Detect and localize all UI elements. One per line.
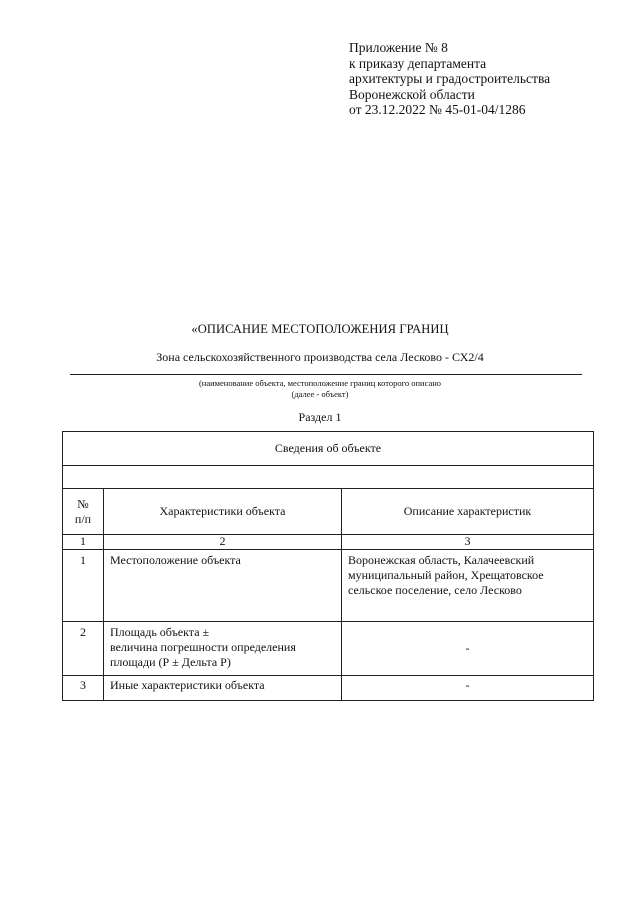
object-info-table — [62, 431, 594, 701]
characteristic-line: площади (Р ± Дельта Р) — [110, 655, 231, 669]
header-num-line: п/п — [74, 511, 92, 526]
document-title: «ОПИСАНИЕ МЕСТОПОЛОЖЕНИЯ ГРАНИЦ — [191, 322, 449, 336]
spacer-cell — [63, 466, 594, 489]
row-characteristic — [104, 622, 342, 676]
row-description: Воронежская область, Калачеевский муниципальный район, Хрещатовское сельское поселение, село Лесково — [342, 550, 594, 622]
appendix-line: к приказу департамента — [349, 55, 487, 71]
row-description: - — [342, 622, 594, 676]
row-description: - — [342, 676, 594, 701]
row-num: 3 — [63, 676, 104, 701]
row-characteristic: Иные характеристики объекта — [104, 676, 342, 701]
header-characteristics: Характеристики объекта — [104, 489, 342, 535]
header-num-line: № — [77, 496, 89, 511]
table-caption: Сведения об объекте — [63, 432, 594, 466]
appendix-line: архитектуры и градостроительства — [349, 71, 551, 86]
header-num — [63, 489, 104, 535]
characteristic-line: Площадь объекта ± — [110, 625, 210, 639]
table-spacer-row — [63, 466, 594, 489]
underline-rule — [70, 374, 582, 375]
table-caption-row — [63, 432, 594, 466]
appendix-line: от 23.12.2022 № 45-01-04/1286 — [349, 102, 526, 117]
section-heading: Раздел 1 — [298, 410, 342, 424]
column-number: 3 — [342, 535, 594, 550]
note-line: (далее - объект) — [291, 388, 349, 399]
row-num: 2 — [63, 622, 104, 676]
column-number: 2 — [104, 535, 342, 550]
table-header-row — [63, 489, 594, 535]
note-line: (наименование объекта, местоположение границ которого описано — [198, 378, 442, 388]
column-number: 1 — [63, 535, 104, 550]
table-row — [63, 550, 594, 622]
appendix-line: Приложение № 8 — [349, 40, 448, 55]
explanatory-note — [0, 378, 640, 399]
table-row — [63, 622, 594, 676]
header-description: Описание характеристик — [342, 489, 594, 535]
row-num: 1 — [63, 550, 104, 622]
characteristic-line: величина погрешности определения — [110, 640, 296, 654]
row-characteristic: Местоположение объекта — [104, 550, 342, 622]
appendix-line: Воронежской области — [349, 86, 475, 102]
object-name: Зона сельскохозяйственного производства села Лесково - СХ2/4 — [156, 350, 484, 364]
appendix-header — [349, 40, 550, 118]
table-row — [63, 676, 594, 701]
column-number-row — [63, 535, 594, 550]
